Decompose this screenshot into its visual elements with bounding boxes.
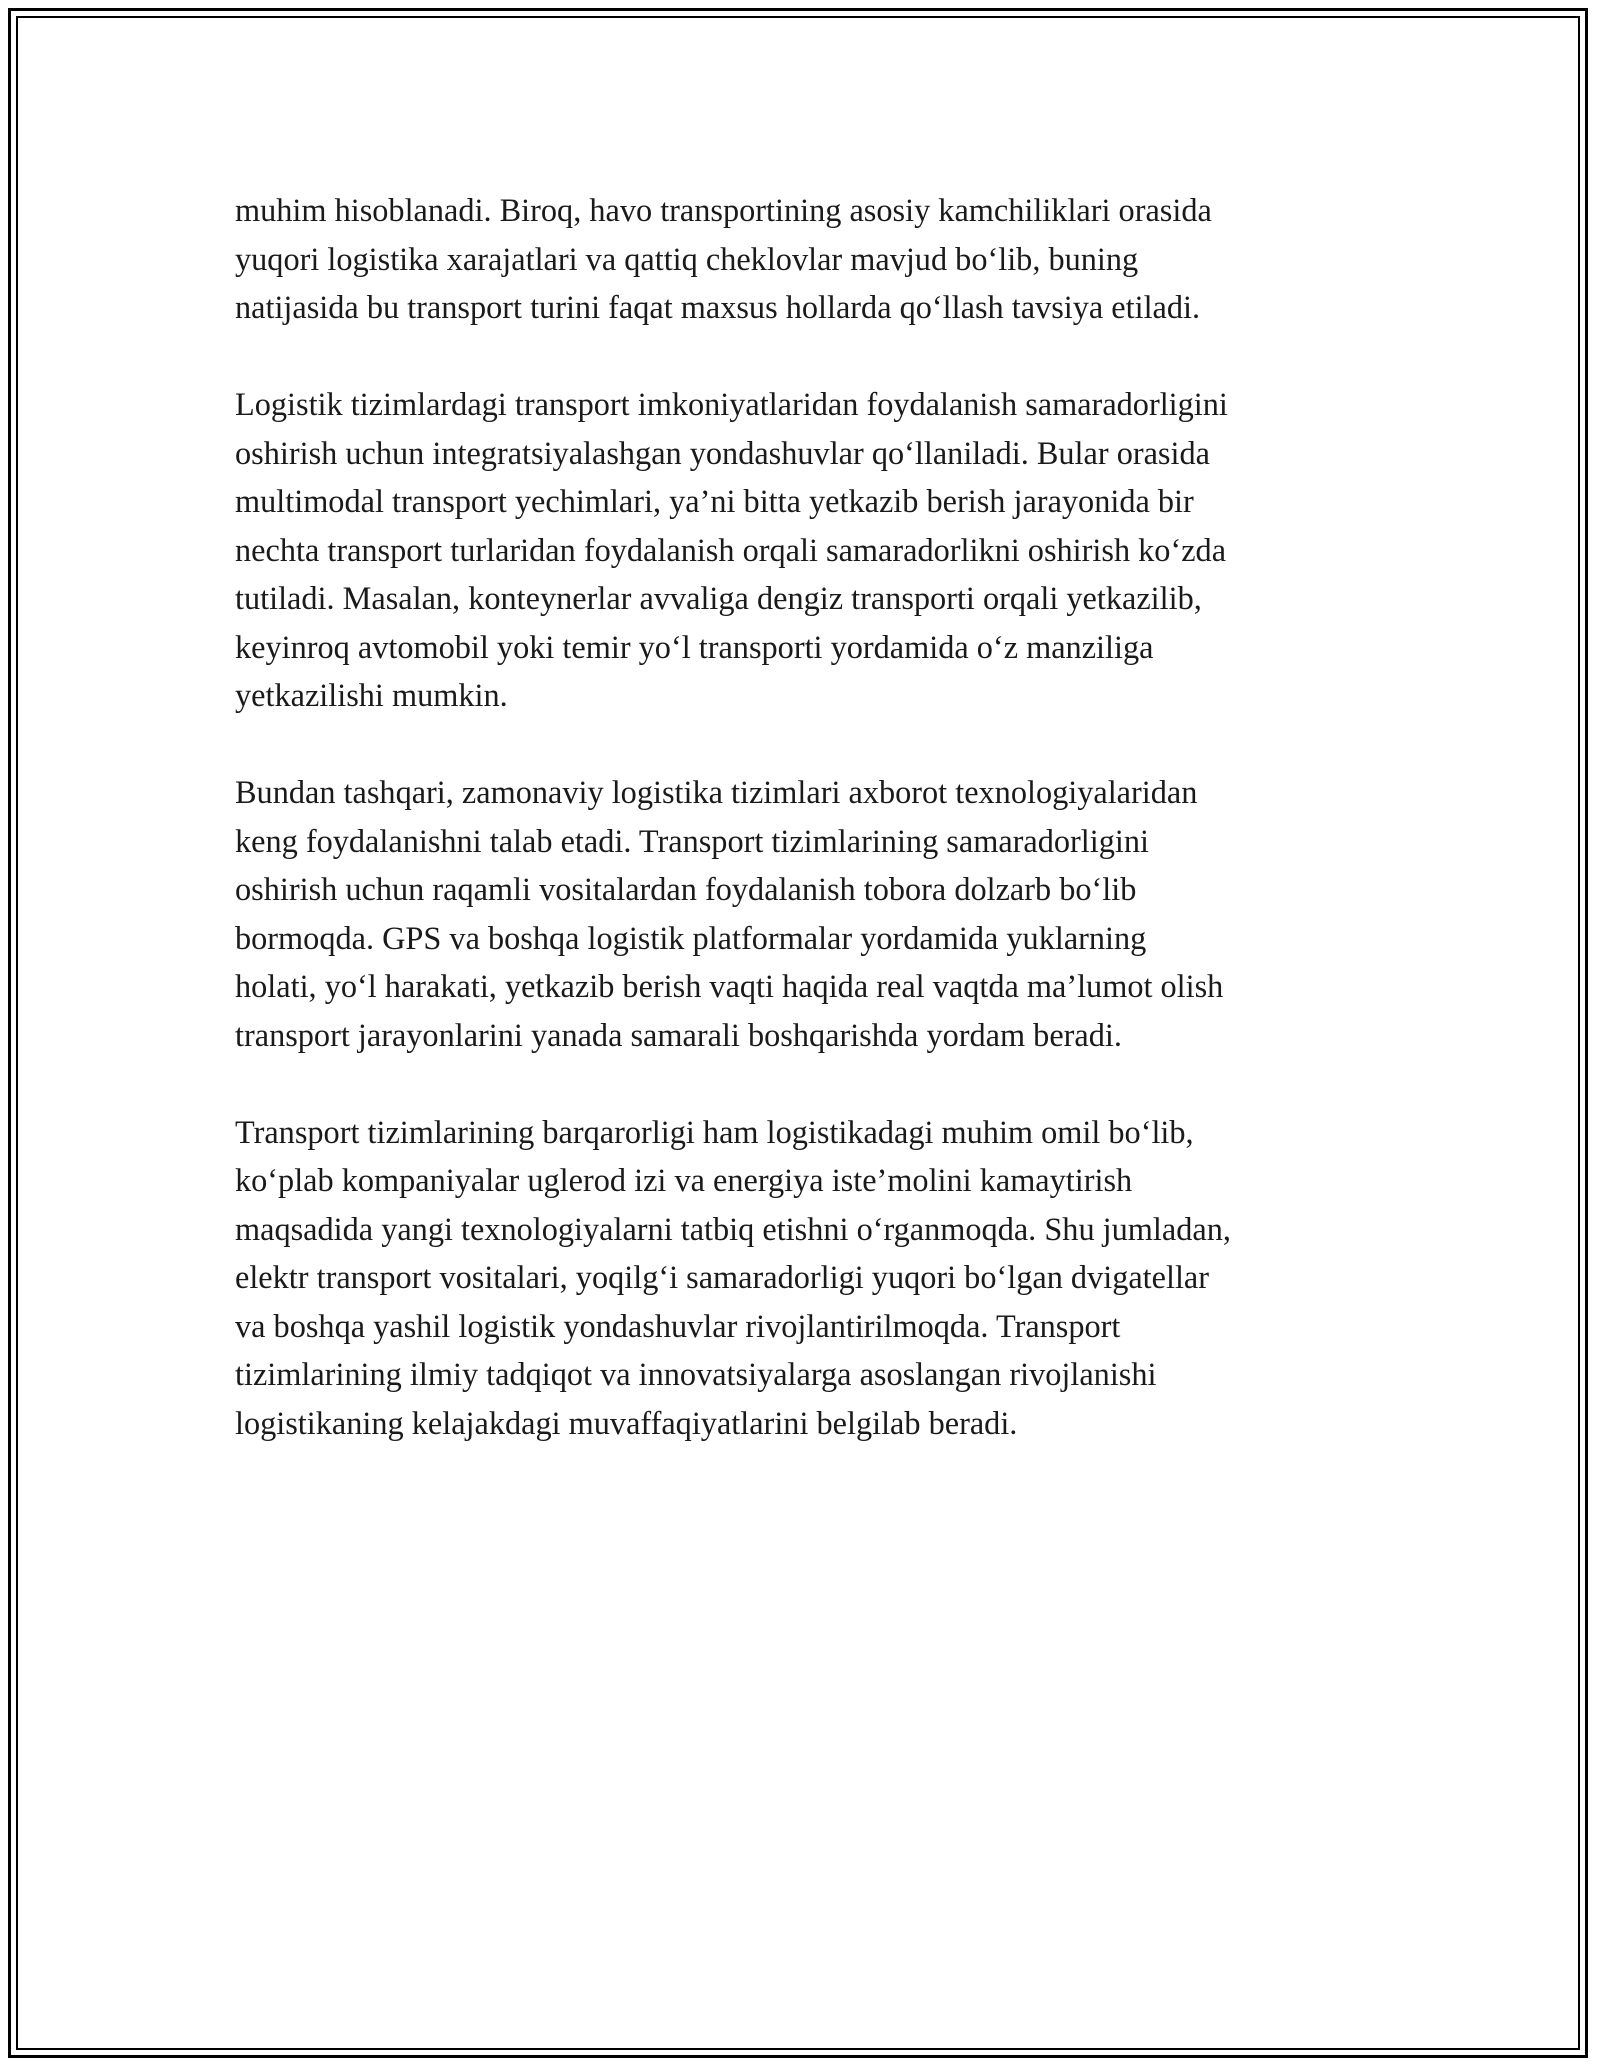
text-line: nechta transport turlaridan foydalanish orqali samaradorlikni oshirish ko‘zda <box>235 531 1227 568</box>
text-line: logistikaning kelajakdagi muvaffaqiyatlarini belgilab beradi. <box>235 1404 1018 1441</box>
text-line: keng foydalanishni talab etadi. Transport tizimlarining samaradorligini <box>235 822 1149 859</box>
text-line: tizimlarining ilmiy tadqiqot va innovatsiyalarga asoslangan rivojlanishi <box>235 1356 1157 1392</box>
text-line: va boshqa yashil logistik yondashuvlar rivojlantirilmoqda. Transport <box>235 1307 1121 1344</box>
text-line: Logistik tizimlardagi transport imkoniyatlaridan foydalanish samaradorligini <box>235 386 1228 422</box>
document-body <box>235 186 1370 1496</box>
text-line: holati, yo‘l harakati, yetkazib berish vaqti haqida real vaqtda ma’lumot olish <box>235 968 1224 1004</box>
text-line: transport jarayonlarini yanada samarali boshqarishda yordam beradi. <box>235 1016 1122 1053</box>
text-line: ko‘plab kompaniyalar uglerod izi va energiya iste’molini kamaytirish <box>235 1162 1133 1198</box>
text-line: yetkazilishi mumkin. <box>235 677 508 713</box>
paragraph-3 <box>235 768 1370 1059</box>
paragraph-2 <box>235 380 1370 720</box>
text-line: oshirish uchun integratsiyalashgan yondashuvlar qo‘llaniladi. Bular orasida <box>235 434 1210 471</box>
paragraph-4 <box>235 1108 1370 1448</box>
text-line: bormoqda. GPS va boshqa logistik platformalar yordamida yuklarning <box>235 919 1147 956</box>
text-line: Transport tizimlarining barqarorligi ham logistikadagi muhim omil bo‘lib, <box>235 1113 1194 1150</box>
text-line: multimodal transport yechimlari, ya’ni bitta yetkazib berish jarayonida bir <box>235 483 1194 519</box>
text-line: maqsadida yangi texnologiyalarni tatbiq etishni o‘rganmoqda. Shu jumladan, <box>235 1210 1231 1247</box>
text-line: tutiladi. Masalan, konteynerlar avvaliga dengiz transporti orqali yetkazilib, <box>235 580 1202 616</box>
text-line: yuqori logistika xarajatlari va qattiq cheklovlar mavjud bo‘lib, buning <box>235 240 1139 277</box>
text-line: muhim hisoblanadi. Biroq, havo transportining asosiy kamchiliklari orasida <box>235 192 1212 228</box>
text-line: elektr transport vositalari, yoqilg‘i samaradorligi yuqori bo‘lgan dvigatellar <box>235 1259 1210 1295</box>
paragraph-1 <box>235 186 1370 332</box>
text-line: oshirish uchun raqamli vositalardan foydalanish tobora dolzarb bo‘lib <box>235 871 1137 907</box>
text-line: Bundan tashqari, zamonaviy logistika tizimlari axborot texnologiyalaridan <box>235 774 1198 810</box>
text-line: natijasida bu transport turini faqat maxsus hollarda qo‘llash tavsiya etiladi. <box>235 289 1201 325</box>
text-line: keyinroq avtomobil yoki temir yo‘l transporti yordamida o‘z manziliga <box>235 628 1154 665</box>
